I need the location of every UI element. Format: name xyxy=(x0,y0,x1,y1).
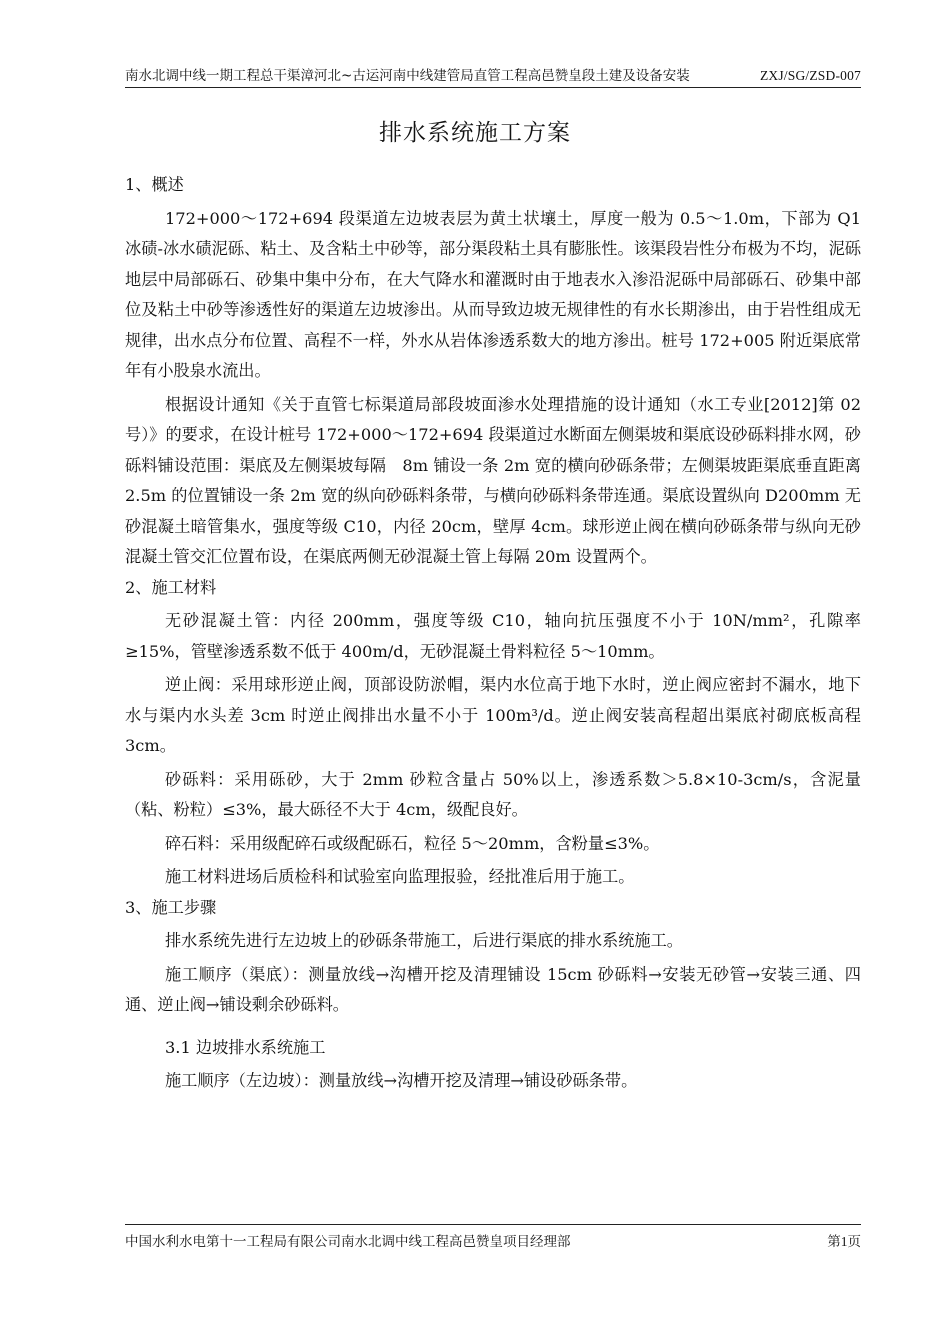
subsection-heading-slope-drainage: 3.1 边坡排水系统施工 xyxy=(165,1037,326,1057)
footer-page-number: 第1页 xyxy=(827,1234,861,1249)
steps-paragraph-order: 排水系统先进行左边坡上的砂砾条带施工，后进行渠底的排水系统施工。 xyxy=(165,931,683,950)
materials-paragraph-crushed-stone: 碎石料：采用级配碎石或级配砾石，粒径 5～20mm，含粉量≤3%。 xyxy=(165,833,660,853)
steps-paragraph-channel-bottom: 施工顺序（渠底）：测量放线→沟槽开挖及清理铺设 15cm 砂砾料→安装无砂管→安装三通、四通、逆止阀→铺设剩余砂砾料。 xyxy=(125,964,861,1014)
materials-paragraph-valve: 逆止阀：采用球形逆止阀，顶部设防淤帽，渠内水位高于地下水时，逆止阀应密封不漏水，地下水与渠内水头差 3cm 时逆止阀排出水量不小于 100m³/d。逆止阀安装高程超出渠底衬砌底板高程 3cm。 xyxy=(125,675,861,755)
section-heading-steps: 3、施工步骤 xyxy=(125,897,217,917)
materials-paragraph-pipe: 无砂混凝土管：内径 200mm，强度等级 C10，轴向抗压强度不小于 10N/mm²，孔隙率≥15%，管壁渗透系数不低于 400m/d，无砂混凝土骨料粒径 5～10mm。 xyxy=(125,611,861,661)
document-title: 排水系统施工方案 xyxy=(379,120,571,146)
footer-organization: 中国水利水电第十一工程局有限公司南水北调中线工程高邑赞皇项目经理部 xyxy=(125,1234,571,1250)
header-project-name: 南水北调中线一期工程总干渠漳河北~古运河南中线建管局直管工程高邑赞皇段土建及设备安装 xyxy=(125,68,690,84)
subsection-paragraph-slope: 施工顺序（左边坡）：测量放线→沟槽开挖及清理→铺设砂砾条带。 xyxy=(165,1071,638,1090)
document-body xyxy=(125,170,861,1097)
overview-paragraph-2: 根据设计通知《关于直管七标渠道局部段坡面渗水处理措施的设计通知（水工专业[2012]第 02 号）》的要求，在设计桩号 172+000～172+694 段渠道过水断面左侧渠坡和渠底设砂砾料排水网，砂砾料铺设范围：渠底及左侧渠坡每隔 8m 铺设一条 2m 宽的横向砂砾条带；左侧渠坡距渠底垂直距离 2.5m 的位置铺设一条 2m 宽的纵向砂砾料条带，与横向砂砾料条带连通。渠底设置纵向 D200mm 无砂混凝土暗管集水，强度等级 C10，内径 20cm，壁厚 4cm。球形逆止阀在横向砂砾条带与纵向无砂混凝土管交汇位置布设，在渠底两侧无砂混凝土管上每隔 20m 设置两个。 xyxy=(125,394,861,566)
section-heading-materials: 2、施工材料 xyxy=(125,577,217,597)
materials-paragraph-inspection: 施工材料进场后质检科和试验室向监理报验，经批准后用于施工。 xyxy=(165,867,635,886)
page-footer xyxy=(125,1224,861,1250)
header-document-code: ZXJ/SG/ZSD-007 xyxy=(759,68,861,83)
materials-paragraph-gravel: 砂砾料：采用砾砂，大于 2mm 砂粒含量占 50%以上，渗透系数＞5.8×10-3cm/s，含泥量（粘、粉粒）≤3%，最大砾径不大于 4cm，级配良好。 xyxy=(125,769,861,819)
page-header xyxy=(125,64,861,88)
overview-paragraph-1: 172+000～172+694 段渠道左边坡表层为黄土状壤土，厚度一般为 0.5～1.0m，下部为 Q1 冰碛-冰水碛泥砾、粘土、及含粘土中砂等，部分渠段粘土具有膨胀性。该渠段岩性分布极为不均，泥砾地层中局部砾石、砂集中集中分布，在大气降水和灌溉时由于地表水入渗沿泥砾中局部砾石、砂集中部位及粘土中砂等渗透性好的渠道左边坡渗出。从而导致边坡无规律性的有水长期渗出，由于岩性组成无规律，出水点分布位置、高程不一样，外水从岩体渗透系数大的地方渗出。桩号 172+005 附近渠底常年有小股泉水流出。 xyxy=(125,208,861,380)
section-heading-overview: 1、概述 xyxy=(125,175,184,194)
